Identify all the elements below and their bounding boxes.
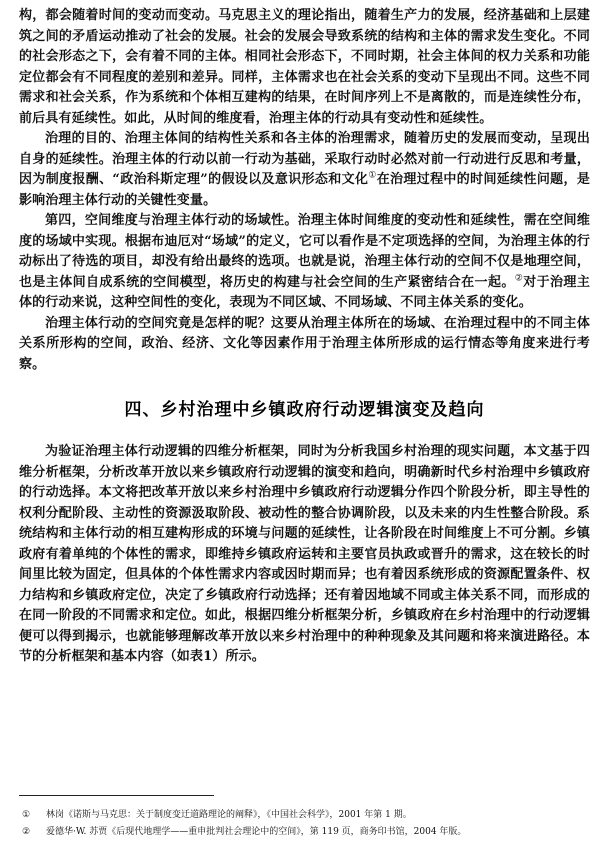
paragraph-text: 对于治理主体的行动来说，这种空间性的变化，表现为不同区域、不同场域、不同主体关系的变化。: [19, 274, 590, 310]
section-heading: 四、乡村治理中乡镇政府行动逻辑演变及趋向: [124, 400, 485, 420]
footnote-divider: [19, 795, 214, 796]
body-paragraph-governance-continuity: [19, 129, 590, 211]
footnotes: [19, 807, 590, 841]
body-paragraph-space-dimension: [19, 211, 590, 314]
footnote-item: [19, 824, 590, 841]
paragraph-text: 第四，空间维度与治理主体行动的场域性。治理主体时间维度的变动性和延续性，需在空间维度的场域中实现。根据布迪厄对“场域”的定义，它可以看作是不定项选择的空间，为治理主体的行动标出了待选的项目，却没有给出最终的选项。也就是说，治理主体行动的空间不仅是地理空间，也是主体间自成系统的空间模型，将历史的构建与社会空间的生产紧密结合在一起。: [19, 213, 590, 290]
body-paragraph-time-dimension: 构，都会随着时间的变动而变动。马克思主义的理论指出，随着生产力的发展，经济基础和上层建筑之间的矛盾运动推动了社会的发展。社会的发展会导致系统的结构和主体的需求发生变化。不同的社会形态之下，会有着不同的主体。相同社会形态下，不同时期，社会主体间的权力关系和功能定位都会有不同程度的差别和差异。同样，主体需求也在社会关系的变动下呈现出不同。这些不同需求和社会关系，作为系统和个体相互建构的结果，在时间序列上不是离散的，而是连续性分布，前后具有延续性。如此，从时间的维度看，治理主体的行动具有变动性和延续性。: [19, 8, 590, 126]
footnote-mark: ①: [22, 810, 31, 820]
footnote-ref-1[interactable]: ①: [368, 170, 377, 181]
body-paragraph-space-question: 治理主体行动的空间究竟是怎样的呢？这要从治理主体所在的场域、在治理过程中的不同主体关系所形构的空间，政治、经济、文化等因素作用于治理主体所形成的运行情态等角度来进行考察。: [19, 315, 590, 372]
body-paragraph-township-logic: 为验证治理主体行动逻辑的四维分析框架，同时为分析我国乡村治理的现实问题，本文基于四维分析框架，分析改革开放以来乡镇政府行动逻辑的演变和趋向，明确新时代乡村治理中乡镇政府的行动选择。本文将把改革开放以来乡村治理中乡镇政府行动逻辑分作四个阶段分析，即主导性的权利分配阶段、主动性的资源汲取阶段、被动性的整合协调阶段，以及未来的内生性整合阶段。系统结构和主体行动的相互建构形成的环境与问题的延续性，让各阶段在时间维度上不可分割。乡镇政府有着单纯的个体性的需求，即维持乡镇政府运转和主要官员执政或晋升的需求，这在较长的时间里比较为固定，但具体的个体性需求内容或因时期而异；也有着因系统形成的资源配置条件、权力结构和乡镇政府定位，决定了乡镇政府行动选择；还有着因地域不同或主体关系不同，而形成的在同一阶段的不同需求和定位。如此，根据四维分析框架分析，乡镇政府在乡村治理中的行动逻辑便可以得到揭示，也就能够理解改革开放以来乡村治理中的种种现象及其问题和将来演进路径。本节的分析框架和基本内容（如表1）所示。: [19, 444, 590, 664]
footnote-mark: ②: [22, 827, 31, 837]
paragraph-text: 治理的目的、治理主体间的结构性关系和各主体的治理需求，随着历史的发展而变动，呈现出自身的延续性。治理主体的行动以前一行动为基础，采取行动时必然对前一行动进行反思和考量，因为制度报酬、“政治科斯定理”的假设以及意识形态和文化: [19, 131, 590, 187]
footnote-ref-2[interactable]: ②: [514, 273, 524, 284]
footnote-text: 爱德华·W. 苏贾《后现代地理学——重申批判社会理论中的空间》，第 119 页，商务印书馆，2004 年版。: [46, 827, 467, 837]
footnote-item: [19, 807, 590, 824]
footnote-text: 林岗《诺斯与马克思：关于制度变迁道路理论的阐释》，《中国社会科学》，2001 年第 1 期。: [46, 810, 412, 820]
paragraph-text: 在治理过程中的时间延续性问题，是影响治理主体行动的关键性变量。: [19, 172, 591, 208]
